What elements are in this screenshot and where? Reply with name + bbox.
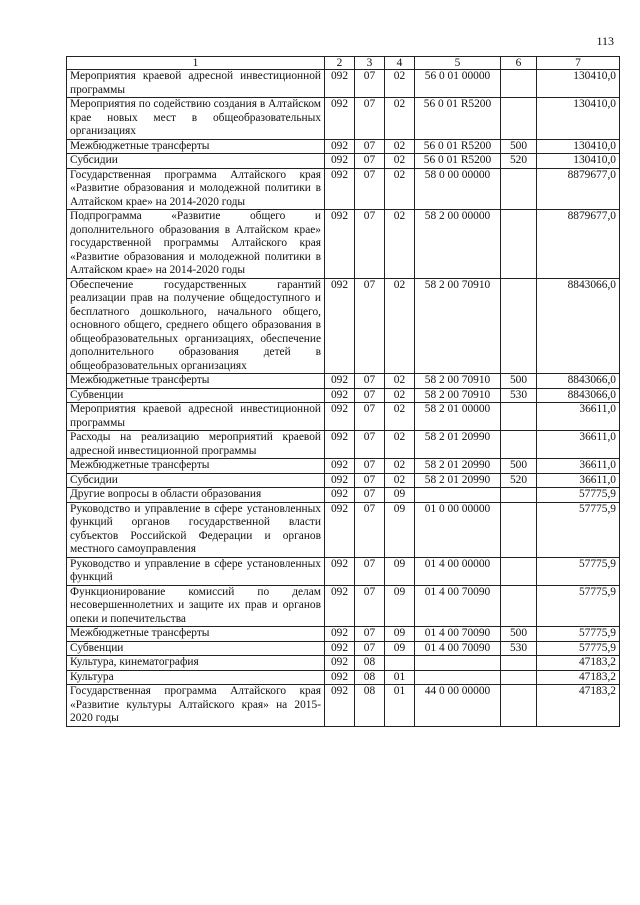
table-row	[67, 656, 620, 671]
row-section-cell: 08	[355, 685, 385, 727]
row-ministry-code-cell: 092	[325, 374, 355, 389]
row-name-cell: Межбюджетные трансферты	[67, 459, 325, 474]
row-name-cell: Мероприятия по содействию создания в Алтайском крае новых мест в общеобразовательных организациях	[67, 98, 325, 140]
row-expense-type-cell	[501, 685, 537, 727]
row-subsection-cell: 02	[385, 154, 415, 169]
row-target-article-cell: 01 4 00 70090	[415, 585, 501, 627]
row-section-cell: 07	[355, 585, 385, 627]
row-amount-cell: 36611,0	[537, 473, 620, 488]
table-row	[67, 388, 620, 403]
row-expense-type-cell	[501, 98, 537, 140]
row-name-cell: Субсидии	[67, 154, 325, 169]
row-section-cell: 07	[355, 557, 385, 585]
table-row	[67, 168, 620, 210]
row-ministry-code-cell: 092	[325, 168, 355, 210]
row-target-article-cell: 58 2 00 70910	[415, 278, 501, 374]
row-ministry-code-cell: 092	[325, 431, 355, 459]
row-name-cell: Руководство и управление в сфере установленных функций органов государственной власти субъектов Российской Федерации и органов местного самоуправления	[67, 502, 325, 557]
row-subsection-cell: 09	[385, 488, 415, 503]
row-subsection-cell: 02	[385, 139, 415, 154]
row-target-article-cell: 01 4 00 70090	[415, 641, 501, 656]
row-name-cell: Государственная программа Алтайского края «Развитие образования и молодежной политики в Алтайском крае» на 2014-2020 годы	[67, 168, 325, 210]
column-header: 6	[501, 57, 537, 70]
row-ministry-code-cell: 092	[325, 670, 355, 685]
row-section-cell: 07	[355, 139, 385, 154]
row-subsection-cell: 02	[385, 98, 415, 140]
row-target-article-cell	[415, 656, 501, 671]
row-amount-cell: 8879677,0	[537, 210, 620, 279]
row-ministry-code-cell: 092	[325, 139, 355, 154]
table-row	[67, 641, 620, 656]
row-target-article-cell: 01 0 00 00000	[415, 502, 501, 557]
table-row	[67, 627, 620, 642]
row-amount-cell: 36611,0	[537, 459, 620, 474]
row-subsection-cell: 09	[385, 627, 415, 642]
row-name-cell: Подпрограмма «Развитие общего и дополнительного образования в Алтайском крае» государственной программы Алтайского края «Развитие образования и молодежной политики в Алтайском крае» на 2014-2020 годы	[67, 210, 325, 279]
row-name-cell: Расходы на реализацию мероприятий краевой адресной инвестиционной программы	[67, 431, 325, 459]
row-amount-cell: 57775,9	[537, 585, 620, 627]
row-subsection-cell: 02	[385, 374, 415, 389]
row-ministry-code-cell: 092	[325, 585, 355, 627]
row-ministry-code-cell: 092	[325, 557, 355, 585]
row-name-cell: Субвенции	[67, 388, 325, 403]
row-ministry-code-cell: 092	[325, 488, 355, 503]
row-subsection-cell: 02	[385, 278, 415, 374]
row-ministry-code-cell: 092	[325, 641, 355, 656]
row-amount-cell: 47183,2	[537, 685, 620, 727]
row-section-cell: 07	[355, 473, 385, 488]
row-expense-type-cell	[501, 585, 537, 627]
row-amount-cell: 57775,9	[537, 502, 620, 557]
row-expense-type-cell	[501, 670, 537, 685]
row-subsection-cell	[385, 656, 415, 671]
row-subsection-cell: 02	[385, 403, 415, 431]
row-target-article-cell: 58 2 01 20990	[415, 431, 501, 459]
column-header: 4	[385, 57, 415, 70]
row-name-cell: Функционирование комиссий по делам несовершеннолетних и защите их прав и органов опеки и попечительства	[67, 585, 325, 627]
row-expense-type-cell: 500	[501, 459, 537, 474]
row-expense-type-cell	[501, 557, 537, 585]
row-amount-cell: 57775,9	[537, 641, 620, 656]
table-row	[67, 210, 620, 279]
row-amount-cell: 57775,9	[537, 557, 620, 585]
row-ministry-code-cell: 092	[325, 154, 355, 169]
row-target-article-cell: 58 2 01 00000	[415, 403, 501, 431]
row-target-article-cell: 58 0 00 00000	[415, 168, 501, 210]
column-header: 1	[67, 57, 325, 70]
budget-table	[66, 56, 620, 727]
table-row	[67, 473, 620, 488]
row-target-article-cell: 56 0 01 R5200	[415, 154, 501, 169]
row-expense-type-cell	[501, 656, 537, 671]
row-section-cell: 07	[355, 431, 385, 459]
table-row	[67, 431, 620, 459]
row-section-cell: 07	[355, 502, 385, 557]
row-section-cell: 07	[355, 278, 385, 374]
row-section-cell: 07	[355, 641, 385, 656]
row-amount-cell: 36611,0	[537, 431, 620, 459]
table-row	[67, 98, 620, 140]
row-amount-cell: 130410,0	[537, 154, 620, 169]
row-section-cell: 07	[355, 627, 385, 642]
row-amount-cell: 130410,0	[537, 70, 620, 98]
row-amount-cell: 8879677,0	[537, 168, 620, 210]
row-ministry-code-cell: 092	[325, 98, 355, 140]
row-subsection-cell: 02	[385, 473, 415, 488]
row-subsection-cell: 09	[385, 502, 415, 557]
row-name-cell: Культура, кинематография	[67, 656, 325, 671]
row-ministry-code-cell: 092	[325, 459, 355, 474]
row-amount-cell: 47183,2	[537, 670, 620, 685]
row-subsection-cell: 02	[385, 210, 415, 279]
column-number-header	[67, 57, 620, 70]
row-subsection-cell: 02	[385, 168, 415, 210]
row-amount-cell: 36611,0	[537, 403, 620, 431]
row-expense-type-cell	[501, 502, 537, 557]
row-expense-type-cell: 530	[501, 388, 537, 403]
row-amount-cell: 8843066,0	[537, 388, 620, 403]
row-ministry-code-cell: 092	[325, 70, 355, 98]
row-section-cell: 07	[355, 488, 385, 503]
row-target-article-cell: 58 2 00 00000	[415, 210, 501, 279]
row-expense-type-cell	[501, 488, 537, 503]
row-target-article-cell	[415, 488, 501, 503]
row-name-cell: Субвенции	[67, 641, 325, 656]
row-amount-cell: 47183,2	[537, 656, 620, 671]
table-row	[67, 459, 620, 474]
row-section-cell: 07	[355, 168, 385, 210]
row-name-cell: Мероприятия краевой адресной инвестиционной программы	[67, 70, 325, 98]
row-ministry-code-cell: 092	[325, 473, 355, 488]
table-row	[67, 278, 620, 374]
table-row	[67, 403, 620, 431]
row-expense-type-cell: 530	[501, 641, 537, 656]
row-ministry-code-cell: 092	[325, 278, 355, 374]
column-header: 2	[325, 57, 355, 70]
row-section-cell: 07	[355, 403, 385, 431]
row-name-cell: Государственная программа Алтайского края «Развитие культуры Алтайского края» на 2015-2020 годы	[67, 685, 325, 727]
row-section-cell: 07	[355, 210, 385, 279]
row-section-cell: 07	[355, 374, 385, 389]
row-subsection-cell: 09	[385, 557, 415, 585]
row-target-article-cell	[415, 670, 501, 685]
row-target-article-cell: 56 0 01 R5200	[415, 98, 501, 140]
row-expense-type-cell	[501, 168, 537, 210]
row-section-cell: 07	[355, 98, 385, 140]
row-subsection-cell: 01	[385, 670, 415, 685]
row-name-cell: Субсидии	[67, 473, 325, 488]
row-target-article-cell: 01 4 00 70090	[415, 627, 501, 642]
row-ministry-code-cell: 092	[325, 656, 355, 671]
row-subsection-cell: 09	[385, 641, 415, 656]
row-name-cell: Мероприятия краевой адресной инвестиционной программы	[67, 403, 325, 431]
row-expense-type-cell	[501, 403, 537, 431]
row-target-article-cell: 44 0 00 00000	[415, 685, 501, 727]
row-subsection-cell: 09	[385, 585, 415, 627]
row-amount-cell: 57775,9	[537, 627, 620, 642]
row-subsection-cell: 02	[385, 70, 415, 98]
table-row	[67, 585, 620, 627]
row-subsection-cell: 01	[385, 685, 415, 727]
page-number: 113	[596, 34, 614, 48]
row-section-cell: 07	[355, 70, 385, 98]
row-subsection-cell: 02	[385, 459, 415, 474]
row-ministry-code-cell: 092	[325, 403, 355, 431]
row-section-cell: 07	[355, 459, 385, 474]
row-expense-type-cell: 520	[501, 473, 537, 488]
row-subsection-cell: 02	[385, 431, 415, 459]
table-row	[67, 374, 620, 389]
row-target-article-cell: 58 2 00 70910	[415, 374, 501, 389]
row-name-cell: Культура	[67, 670, 325, 685]
row-section-cell: 07	[355, 388, 385, 403]
row-ministry-code-cell: 092	[325, 388, 355, 403]
table-row	[67, 488, 620, 503]
table-row	[67, 70, 620, 98]
table-row	[67, 154, 620, 169]
row-expense-type-cell	[501, 70, 537, 98]
row-ministry-code-cell: 092	[325, 627, 355, 642]
row-target-article-cell: 01 4 00 00000	[415, 557, 501, 585]
row-target-article-cell: 58 2 00 70910	[415, 388, 501, 403]
row-name-cell: Межбюджетные трансферты	[67, 374, 325, 389]
column-header: 7	[537, 57, 620, 70]
row-expense-type-cell	[501, 278, 537, 374]
row-amount-cell: 8843066,0	[537, 278, 620, 374]
row-amount-cell: 130410,0	[537, 139, 620, 154]
row-name-cell: Межбюджетные трансферты	[67, 627, 325, 642]
row-name-cell: Руководство и управление в сфере установленных функций	[67, 557, 325, 585]
row-expense-type-cell	[501, 431, 537, 459]
table-row	[67, 502, 620, 557]
table-row	[67, 139, 620, 154]
row-name-cell: Другие вопросы в области образования	[67, 488, 325, 503]
row-section-cell: 08	[355, 656, 385, 671]
row-expense-type-cell: 500	[501, 627, 537, 642]
row-amount-cell: 57775,9	[537, 488, 620, 503]
row-ministry-code-cell: 092	[325, 502, 355, 557]
row-expense-type-cell	[501, 210, 537, 279]
row-section-cell: 08	[355, 670, 385, 685]
row-name-cell: Обеспечение государственных гарантий реализации прав на получение общедоступного и бесплатного дошкольного, начального общего, основного общего, среднего общего образования в общеобразовательных организациях, обеспечение дополнительного образования детей в общеобразовательных организациях	[67, 278, 325, 374]
row-name-cell: Межбюджетные трансферты	[67, 139, 325, 154]
row-expense-type-cell: 520	[501, 154, 537, 169]
row-subsection-cell: 02	[385, 388, 415, 403]
row-ministry-code-cell: 092	[325, 685, 355, 727]
table-row	[67, 557, 620, 585]
table-row	[67, 685, 620, 727]
column-header: 3	[355, 57, 385, 70]
row-target-article-cell: 56 0 01 00000	[415, 70, 501, 98]
row-target-article-cell: 58 2 01 20990	[415, 459, 501, 474]
row-expense-type-cell: 500	[501, 374, 537, 389]
row-amount-cell: 8843066,0	[537, 374, 620, 389]
row-target-article-cell: 58 2 01 20990	[415, 473, 501, 488]
column-header: 5	[415, 57, 501, 70]
row-amount-cell: 130410,0	[537, 98, 620, 140]
row-ministry-code-cell: 092	[325, 210, 355, 279]
row-target-article-cell: 56 0 01 R5200	[415, 139, 501, 154]
table-row	[67, 670, 620, 685]
row-section-cell: 07	[355, 154, 385, 169]
row-expense-type-cell: 500	[501, 139, 537, 154]
